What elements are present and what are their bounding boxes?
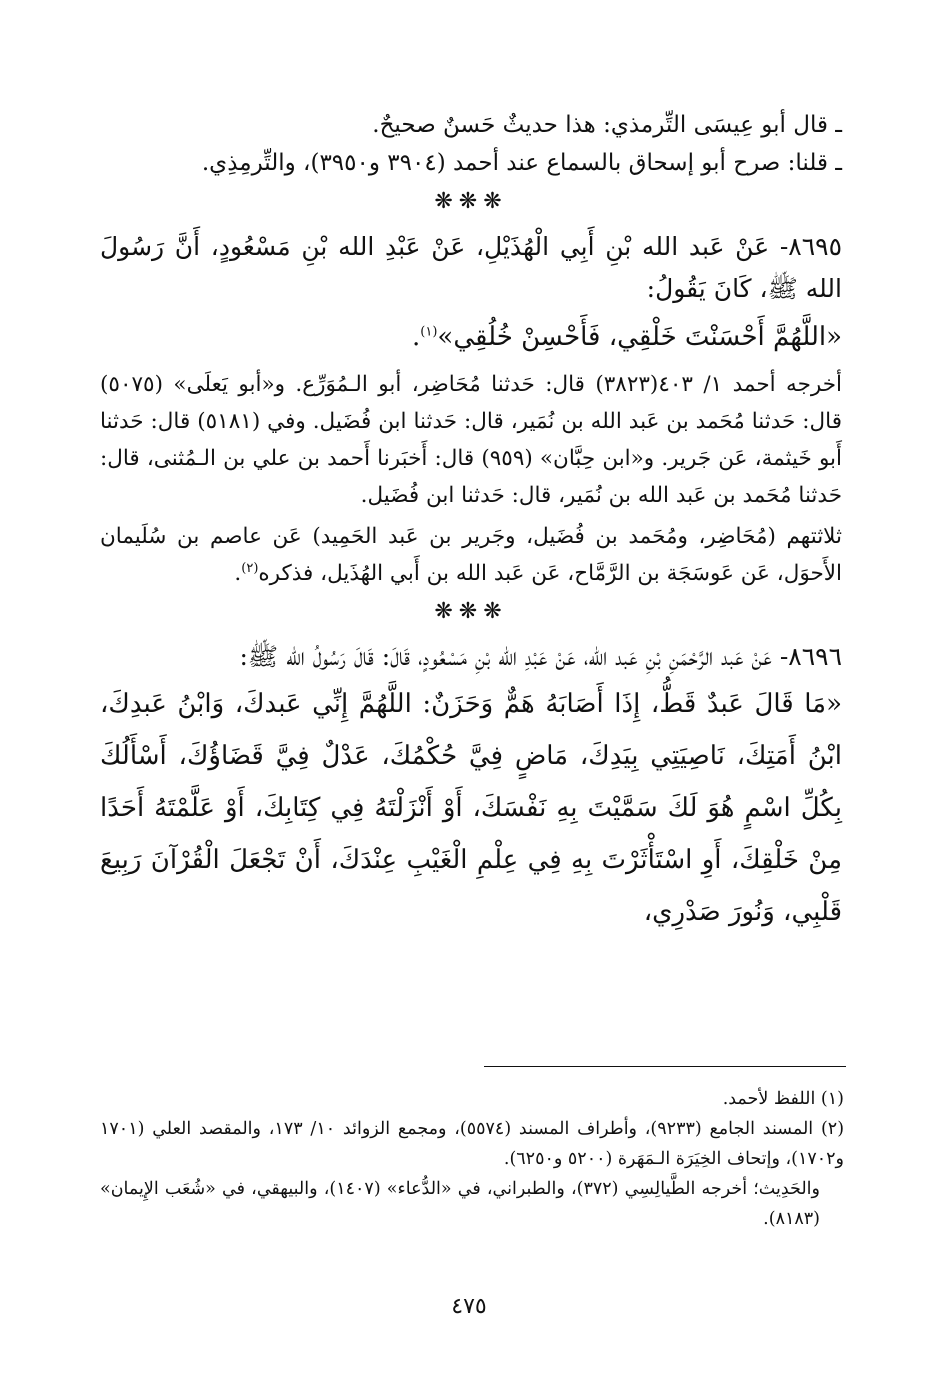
hadith-8695-takhrij: أخرجه أحمد ١/ ٤٠٣(٣٨٢٣) قال: حَدثنا مُحَاضِر، أبو الـمُوَرِّع. و«أبو يَعلَى» (٥٠٧٥) قال: حَدثنا مُحَمد بن عَبد الله بن نُمَير، قال: حَدثنا ابن فُضَيل. وفي (٥١٨١) قال: حَدثنا أَبو خَيثمة، عَن جَرير. و«ابن حِبَّان» (٩٥٩) قال: أَخبَرنا أَحمد بن علي بن الـمُثنى، قال: حَدثنا مُحَمد بن عَبد الله بن نُمَير، قال: حَدثنا ابن فُضَيل.	[100, 372, 843, 508]
footnote-2-continued: والحَدِيث؛ أخرجه الطَّيالِسِي (٣٧٢)، والطبراني، في «الدُّعاء» (١٤٠٧)، والبيهقي، في «شُعَب الإِيمان» (٨١٨٣).	[100, 1179, 820, 1229]
intro-line-tirmidhi: ـ قال أبو عِيسَى التِّرمذي: هذا حديثٌ حَسنٌ صحيحٌ.	[372, 112, 842, 138]
hadith-8695-quote: «اللَّهُمَّ أَحْسَنْتَ خَلْقِي، فَأَحْسِنْ خُلُقِي»$^{(١)}$.	[412, 322, 842, 352]
section-separator-2: ❋❋❋	[434, 599, 508, 624]
hadith-8696-quote: «مَا قَالَ عَبدٌ قَطُّ، إِذَا أَصَابَهُ هَمٌّ وَحَزَنٌ: اللَّهُمَّ إِنِّي عَبدكَ، وَابْنُ عَبدِكَ، ابْنُ أَمَتِكَ، نَاصِيَتِي بِيَدِكَ، مَاضٍ فِيَّ حُكْمُكَ، عَدْلٌ فِيَّ قَضَاؤُكَ، أَسْأَلُكَ بِكُلِّ اسْمٍ هُوَ لَكَ سَمَّيْتَ بِهِ نَفْسَكَ، أَوْ أَنْزَلْتَهُ فِي كِتَابِكَ، أَوْ عَلَّمْتَهُ أَحَدًا مِنْ خَلْقِكَ، أَوِ اسْتَأْثَرْتَ بِهِ فِي عِلْمِ الْغَيْبِ عِنْدَكَ، أَنْ تَجْعَلَ الْقُرْآنَ رَبِيعَ قَلْبِي، وَنُورَ صَدْرِي،	[100, 689, 842, 927]
intro-line-note: ـ قلنا: صرح أبو إسحاق بالسماع عند أحمد (٣٩٠٤ و٣٩٥٠)، والتِّرمِذِي.	[201, 150, 842, 176]
footnote-divider	[484, 1066, 846, 1067]
footnote-ref-2[interactable]: (٢)	[241, 560, 259, 576]
page-number: ٤٧٥	[451, 1294, 487, 1319]
footnotes	[100, 1084, 844, 1234]
section-separator: ❋❋❋	[434, 189, 508, 214]
hadith-8695-chain-text: ثلاثتهم (مُحَاضِر، ومُحَمد بن فُضَيل، وجَرير بن عَبد الحَمِيد) عَن عاصم بن سُلَيمان الأَحوَل، عَن عَوسَجَة بن الرَّمَّاح، عَن عَبد الله بن أَبي الهُذَيل، فذكره	[100, 524, 842, 586]
footnote-ref-1[interactable]: (١)	[420, 324, 438, 340]
footnote-1: (١) اللفظ لأحمد.	[722, 1089, 844, 1109]
hadith-8695-quote-text: «اللَّهُمَّ أَحْسَنْتَ خَلْقِي، فَأَحْسِنْ خُلُقِي»	[437, 322, 842, 352]
footnote-2: (٢) المسند الجامع (٩٢٣٣)، وأطراف المسند (٥٥٧٤)، ومجمع الزوائد ١٠/ ١٧٣، والمقصد العلي (١٧٠١ و١٧٠٢)، وإتحاف الخِيَرَة الـمَهَرة (٥٢٠٠ و٦٢٥٠).	[100, 1119, 845, 1169]
hadith-8696-heading: ٨٦٩٦- عَنْ عَبد الرَّحْمَنِ بْنِ عَبد الله، عَنْ عَبْدِ الله بْنِ مَسْعُودٍ، قَالَ: قَالَ رَسُولُ الله ﷺ:	[239, 642, 842, 671]
hadith-8695-chain	[100, 518, 842, 592]
hadith-8695-chain-end: .	[234, 561, 242, 586]
hadith-8695-heading: ٨٦٩٥- عَنْ عَبد الله بْنِ أَبِي الْهُذَيْلِ، عَنْ عَبْدِ الله بْنِ مَسْعُودٍ، أَنَّ رَسُولَ الله ﷺ، كَانَ يَقُولُ:	[100, 232, 842, 303]
page-body	[100, 106, 842, 938]
